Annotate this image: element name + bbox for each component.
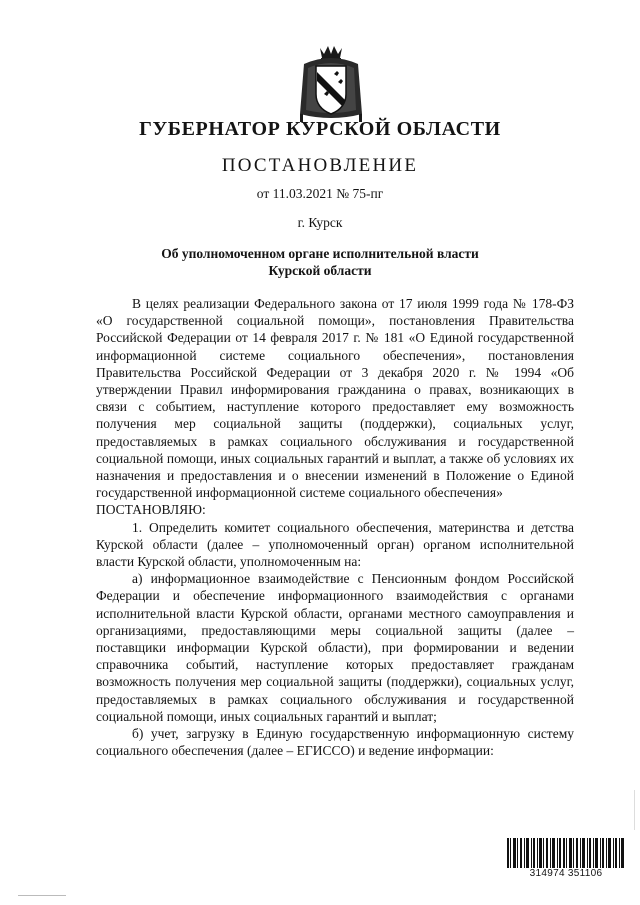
document-subject — [0, 245, 640, 279]
document-date-number: от 11.03.2021 № 75-пг — [256, 186, 384, 201]
item-1a-paragraph: а) информационное взаимодействие с Пенсионным фондом Российской Федерации и обеспечение информационного взаимодействия с органами исполнительной власти Курской области, органами местного самоуправления и организациями, предоставляющими меры социальной защиты (далее – поставщики информации Курской области), при формировании и ведении справочника событий, наступление которых предоставляет гражданам возможность получения мер социальной защиты (поддержки), социальных услуг, предоставляемых в рамках социального обслуживания и государственной социальной помощи, иных социальных гарантий и выплат; — [96, 571, 574, 724]
item-1-paragraph: 1. Определить комитет социального обеспечения, материнства и детства Курской области (далее – уполномоченный орган) органом исполнительной власти Курской области, уполномоченным на: — [96, 519, 574, 570]
document-type: ПОСТАНОВЛЕНИЕ — [221, 155, 419, 176]
preamble-paragraph: В целях реализации Федерального закона от 17 июля 1999 года № 178-ФЗ «О государственной социальной помощи», постановления Правительства Российской Федерации от 14 февраля 2017 г. № 181 «О Единой государственной информационной системе социального обеспечения», постановления Правительства Российской Федерации от 3 декабря 2020 г. № 1994 «Об утверждении Правил информирования гражданина о правах, возникающих в связи с событием, наступление которого предоставляет ему возможность получения мер социальной защиты (поддержки), социальных услуг, предоставляемых в рамках социального обслуживания и государственной социальной помощи, иных социальных гарантий и выплат, а также об условиях их назначения и предоставления и о внесении изменений в Положение о Единой государственной информационной системе социального обеспечения» — [96, 296, 574, 501]
issuer-title: ГУБЕРНАТОР КУРСКОЙ ОБЛАСТИ — [139, 118, 501, 140]
scan-edge-mark-right — [634, 790, 635, 830]
subject-line-1: Об уполномоченном органе исполнительной власти — [161, 246, 479, 261]
barcode-number: 314974 351106 — [505, 868, 627, 879]
document-body — [96, 295, 574, 759]
subject-line-2: Курской области — [268, 263, 372, 278]
scan-edge-mark — [18, 895, 66, 896]
item-1b-paragraph: б) учет, загрузку в Единую государственную информационную систему социального обеспечения (далее – ЕГИССО) и ведение информации: — [96, 726, 574, 759]
document-city: г. Курск — [297, 215, 343, 230]
coat-of-arms-icon — [296, 44, 366, 124]
decree-word: ПОСТАНОВЛЯЮ: — [96, 502, 206, 518]
